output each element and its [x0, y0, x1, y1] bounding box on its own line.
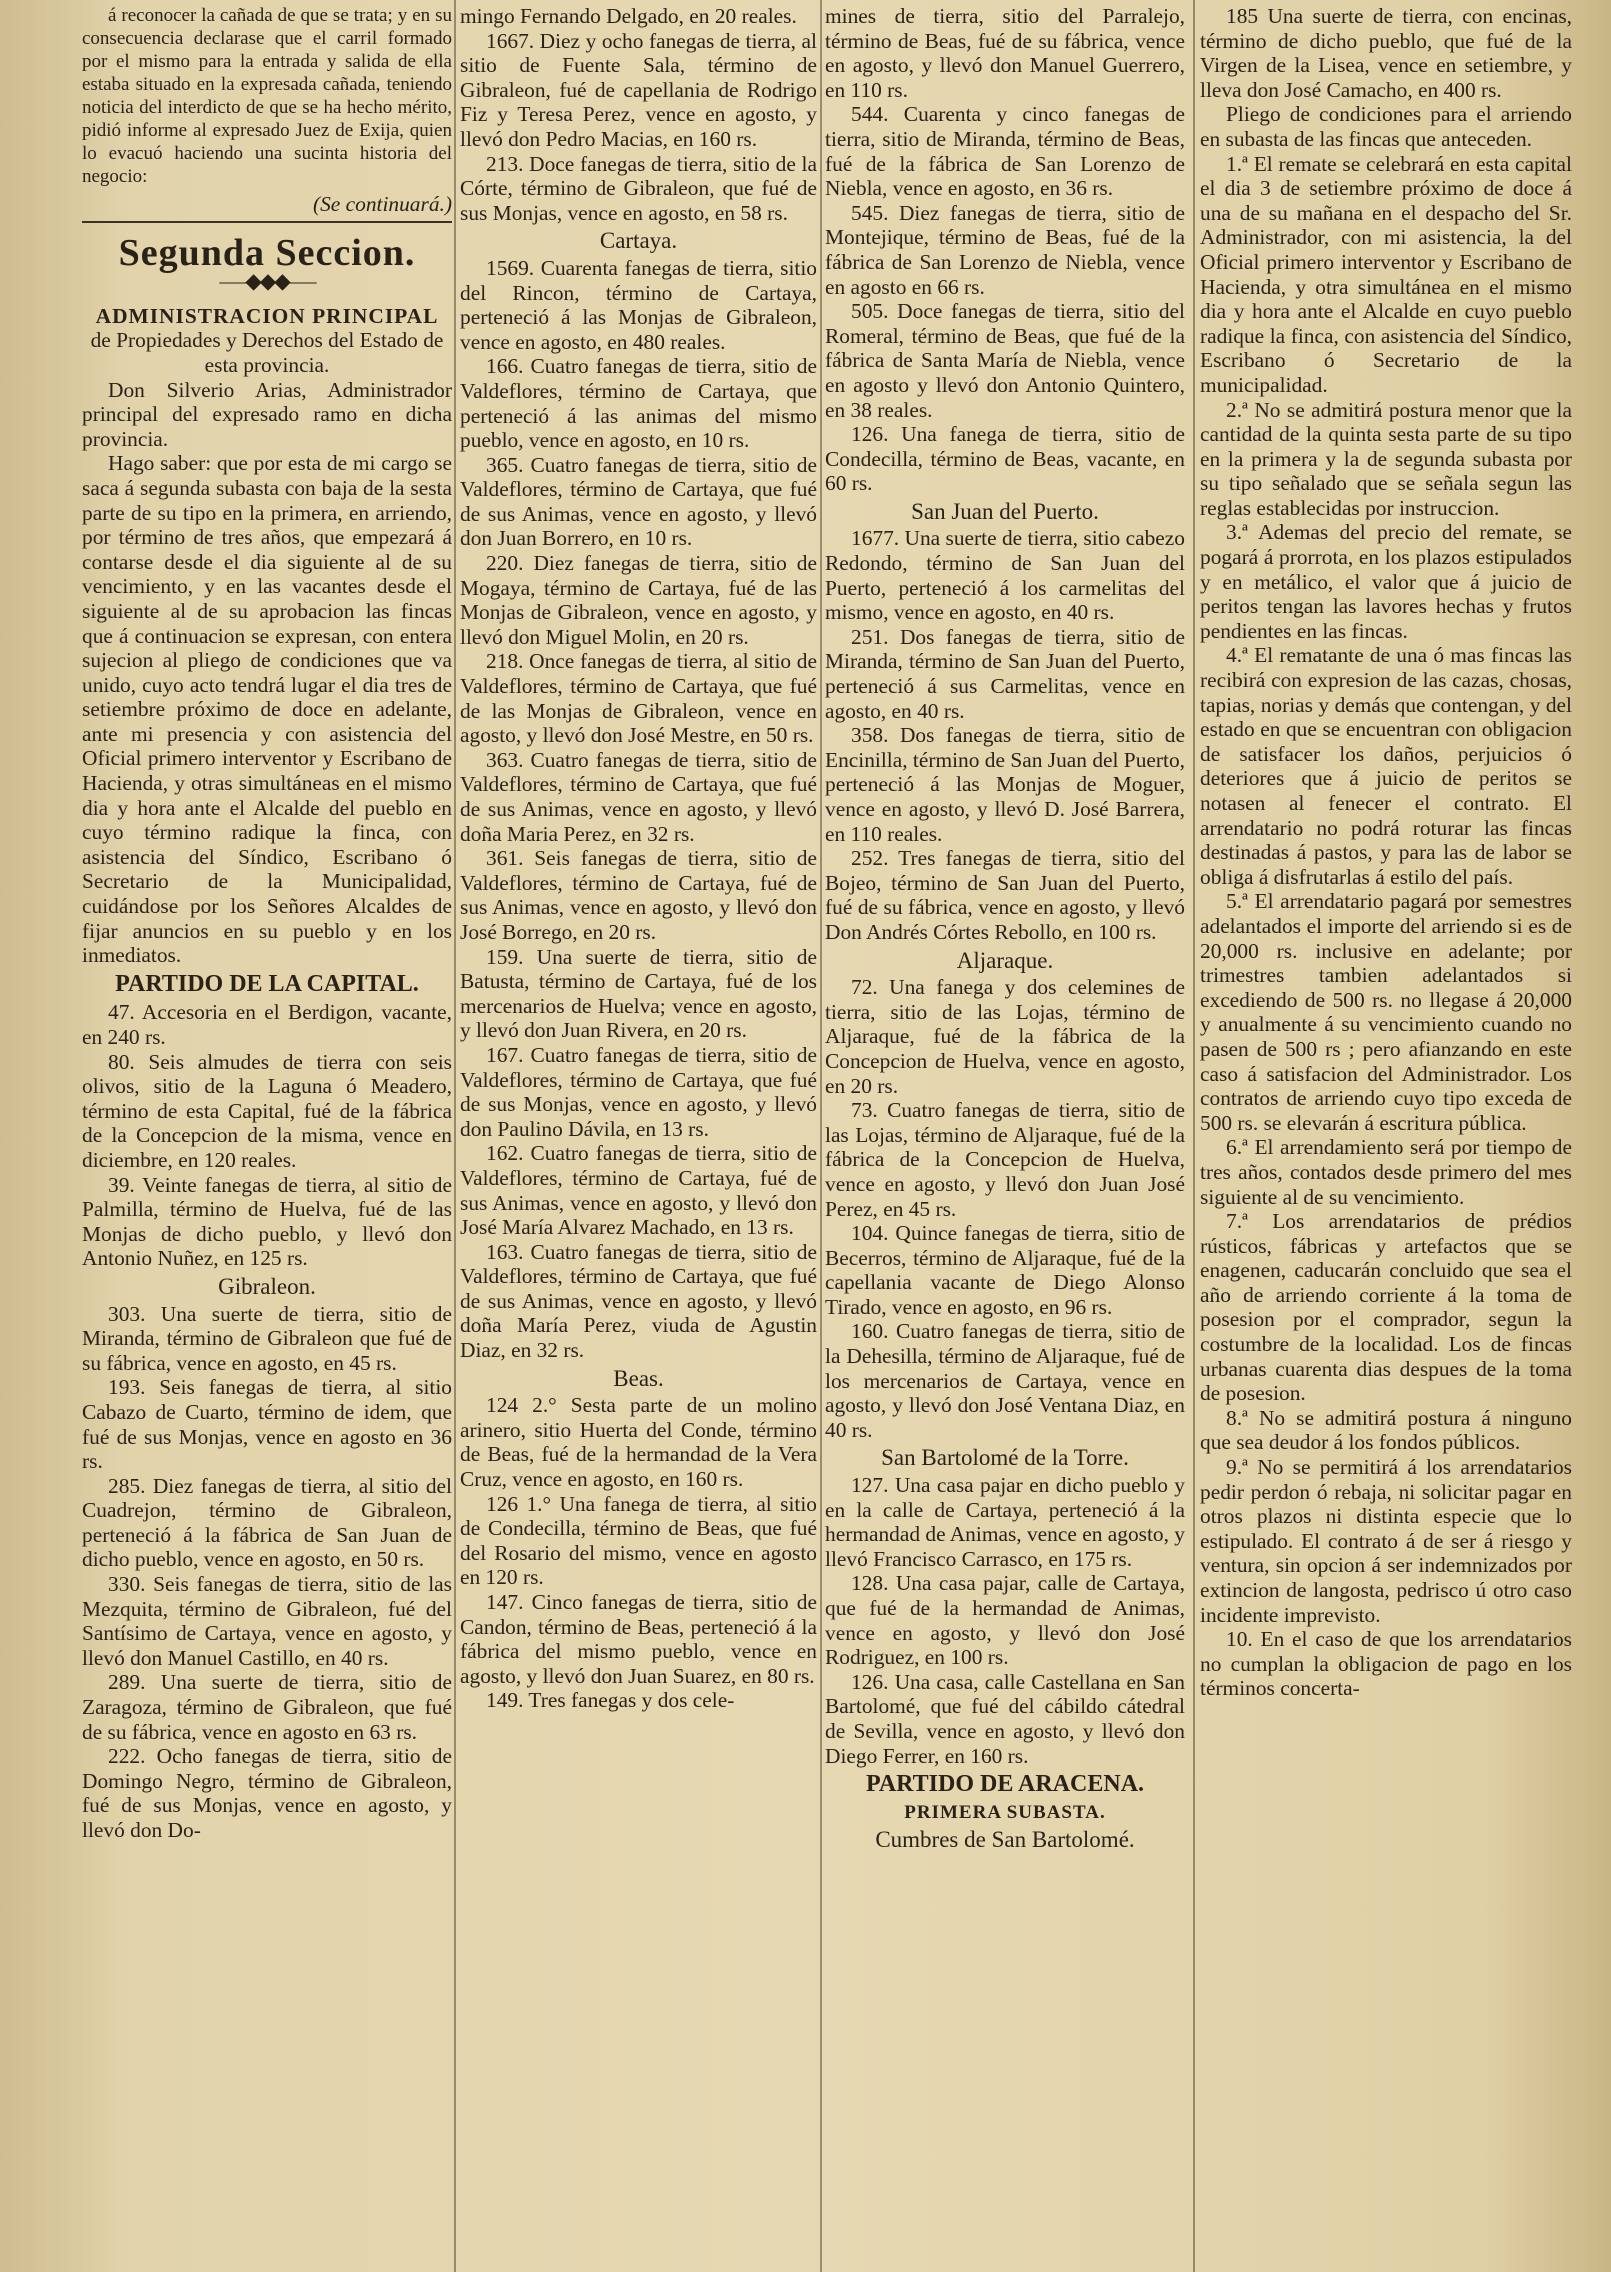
- list-item: 160. Cuatro fanegas de tierra, sitio de la Dehesilla, término de Aljaraque, fué de los mercenarios de Cartaya, vence en agosto, y llevó don José Ventana Diaz, en 40 rs.: [825, 1319, 1185, 1442]
- list-item: 330. Seis fanegas de tierra, sitio de las Mezquita, término de Gibraleon, fué del Santísimo de Cartaya, vence en agosto, y llevó don Manuel Castillo, en 40 rs.: [82, 1572, 452, 1670]
- condition-item: 3.ª Ademas del precio del remate, se pogará á prorrota, en los plazos estipulados y en metálico, el valor que á juicio de peritos tengan las lavores hechas y frutos pendientes en las fincas.: [1200, 520, 1572, 643]
- list-item: 185 Una suerte de tierra, con encinas, término de dicho pueblo, que fué de la Virgen de la Lisea, vence en setiembre, y lleva don José Camacho, en 400 rs.: [1200, 4, 1572, 102]
- list-item: 505. Doce fanegas de tierra, sitio del Romeral, término de Beas, que fué de la fábrica de Santa María de Niebla, vence en agosto y llevó don Antonio Quintero, en 38 reales.: [825, 299, 1185, 422]
- town-heading: Cumbres de San Bartolomé.: [875, 1826, 1135, 1852]
- column-4: [1200, 0, 1572, 2272]
- intro-paragraph: á reconocer la cañada de que se trata; y en su consecuencia declarase que el carril formado por el mismo para la entrada y salida de ella estaba situado en la expresada cañada, teniendo noticia del interdicto de que se ha hecho mérito, pidió informe al expresado Juez de Exija, quien lo evacuó haciendo una sucinta historia del negocio:: [82, 5, 452, 187]
- town-heading: San Juan del Puerto.: [911, 498, 1099, 524]
- condition-item: 10. En el caso de que los arrendatarios no cumplan la obligacion de pago en los términos concerta-: [1200, 1627, 1572, 1701]
- list-item: 162. Cuatro fanegas de tierra, sitio de Valdeflores, término de Cartaya, fué de sus Animas, vence en agosto, y llevó don José María Alvarez Machado, en 13 rs.: [460, 1141, 817, 1240]
- column-2: [460, 0, 817, 2272]
- partido-heading: PARTIDO DE ARACENA.: [865, 1771, 1145, 1798]
- pliego-heading: Pliego de condiciones para el arriendo en subasta de las fincas que anteceden.: [1200, 102, 1572, 151]
- column-rule: [454, 0, 456, 2272]
- list-item: 126 1.° Una fanega de tierra, al sitio de Condecilla, término de Beas, que fué del Rosario del mismo, vence en agosto en 120 rs.: [460, 1491, 817, 1590]
- list-item: 163. Cuatro fanegas de tierra, sitio de Valdeflores, término de Cartaya, que fué de sus Animas, vence en agosto, y llevó doña María Perez, viuda de Agustin Diaz, en 32 rs.: [460, 1239, 817, 1363]
- column-1: [82, 0, 452, 2272]
- list-item: 159. Una suerte de tierra, sitio de Batusta, término de Cartaya, fué de los mercenarios de Huelva; vence en agosto, y llevó don Juan Rivera, en 20 rs.: [460, 944, 817, 1043]
- list-item: 128. Una casa pajar, calle de Cartaya, que fué de la hermandad de Animas, vence en agosto, y llevó don José Rodriguez, en 100 rs.: [825, 1571, 1185, 1670]
- list-item: 222. Ocho fanegas de tierra, sitio de Domingo Negro, término de Gibraleon, fué de sus Monjas, vence en agosto, y llevó don Do-: [82, 1744, 452, 1842]
- town-heading: Gibraleon.: [218, 1273, 316, 1299]
- condition-item: 2.ª No se admitirá postura menor que la cantidad de la quinta sesta parte de su tipo en la primera y la de segunda subasta por su tipo señalado que se señala segun las reglas establecidas por instruccion.: [1200, 397, 1572, 520]
- section-title: Segunda Seccion.: [118, 231, 416, 274]
- town-heading: Cartaya.: [599, 228, 678, 254]
- list-item: 285. Diez fanegas de tierra, al sitio del Cuadrejon, término de Gibraleon, perteneció á la fábrica de San Juan de dicho pueblo, vence en agosto, en 50 rs.: [82, 1473, 452, 1572]
- list-item: 220. Diez fanegas de tierra, sitio de Mogaya, término de Cartaya, fué de las Monjas de Gibraleon, vence en agosto, y llevó don Miguel Molin, en 20 rs.: [460, 551, 817, 649]
- list-item: 124 2.° Sesta parte de un molino arinero, sitio Huerta del Conde, término de Beas, fué de la hermandad de la Vera Cruz, vence en agosto, en 160 rs.: [460, 1393, 817, 1492]
- condition-item: 5.ª El arrendatario pagará por semestres adelantados el importe del arriendo si es de 20,000 rs. inclusive en adelante; por trimestres tambien adelantados si excediendo de 500 rs. no llegase á 20,000 y anualmente á su vencimiento cuando no pasen de 500 rs ; pero afianzando en este caso á satisfacion del Administrador. Los contratos de arriendo cuyo tipo exceda de 500 rs. se elevarán á escritura pública.: [1200, 889, 1572, 1135]
- admin-subtitle: de Propiedades y Derechos del Estado de esta provincia.: [90, 328, 444, 377]
- partido-heading: PARTIDO DE LA CAPITAL.: [115, 970, 419, 997]
- notice-paragraph: Hago saber: que por esta de mi cargo se saca á segunda subasta con baja de la sesta parte de su tipo en la primera, en arriendo, por término de tres años, que empezará á contarse desde el dia siguiente al de su vencimiento, y en las vacantes desde el siguiente al de su aprobacion las fincas que á continuacion se expresan, con entera sujecion al pliego de condiciones que va unido, cuyo acto tendrá lugar el dia tres de setiembre próximo de doce en adelante, ante mi presencia y con asistencia del Oficial primero interventor y Escribano de Hacienda, y otras simultáneas en el mismo dia y hora ante el Alcalde del pueblo en cuyo término radique la finca, con asistencia del Síndico, Escribano ó Secretario de la Municipalidad, cuidándose por los Señores Alcaldes de fijar anuncios en su pueblo y en los inmediatos.: [82, 451, 452, 968]
- list-item: 193. Seis fanegas de tierra, al sitio Cabazo de Cuarto, término de idem, que fué de sus Monjas, vence en agosto en 36 rs.: [82, 1375, 452, 1474]
- continued-note: (Se continuará.): [312, 192, 452, 216]
- list-item: 166. Cuatro fanegas de tierra, sitio de Valdeflores, término de Cartaya, que perteneció á las animas del mismo pueblo, vence en agosto, en 10 rs.: [460, 354, 817, 453]
- list-item: 252. Tres fanegas de tierra, sitio del Bojeo, término de San Juan del Puerto, fué de su fábrica, vence en agosto, y llevó Don Andrés Córtes Rebollo, en 100 rs.: [825, 846, 1185, 944]
- town-heading: Beas.: [613, 1365, 664, 1391]
- condition-item: 1.ª El remate se celebrará en esta capital el dia 3 de setiembre próximo de doce á una de su mañana en el despacho del Sr. Administrador, con mi asistencia, la del Oficial primero interventor y Escribano de Hacienda, y otra simultánea en el mismo dia y hora ante el Alcalde en cuyo pueblo radique la finca, con asistencia del Síndico, Escribano ó Secretario de la municipalidad.: [1200, 151, 1572, 397]
- condition-item: 4.ª El rematante de una ó mas fincas las recibirá con expresion de las cazas, chosas, tapias, norias y demás que contengan, y del estado en que se encuentran con obligacion de satisfacer los daños, perjuicios ó deteriores que á juicio de peritos se notasen al fenecer el contrato. El arrendatario no podrá roturar las fincas destinadas á pastos, y para las de labor se obliga á disfrutarlas á estilo del país.: [1200, 643, 1572, 889]
- admin-title: ADMINISTRACION PRINCIPAL: [95, 303, 439, 328]
- list-item: 126. Una fanega de tierra, sitio de Condecilla, término de Beas, vacante, en 60 rs.: [825, 422, 1185, 496]
- list-item: 251. Dos fanegas de tierra, sitio de Miranda, término de San Juan del Puerto, perteneció á sus Carmelitas, vence en agosto, en 40 rs.: [825, 624, 1185, 723]
- section-divider: [82, 221, 452, 223]
- list-item: 361. Seis fanegas de tierra, sitio de Valdeflores, término de Cartaya, fué de sus Animas, vence en agosto, y llevó don José Borrego, en 20 rs.: [460, 846, 817, 944]
- subasta-heading: PRIMERA SUBASTA.: [904, 1801, 1106, 1823]
- list-item: 47. Accesoria en el Berdigon, vacante, en 240 rs.: [82, 1000, 452, 1049]
- list-item: 1569. Cuarenta fanegas de tierra, sitio del Rincon, término de Cartaya, perteneció á las Monjas de Gibraleon, vence en agosto, en 480 reales.: [460, 255, 817, 354]
- list-item: mines de tierra, sitio del Parralejo, término de Beas, fué de su fábrica, vence en agosto, y llevó don Manuel Guerrero, en 110 rs.: [825, 4, 1185, 102]
- town-heading: Aljaraque.: [956, 947, 1054, 973]
- list-item: 218. Once fanegas de tierra, al sitio de Valdeflores, término de Cartaya, que fué de las Monjas de Gibraleon, vence en agosto, y llevó don José Mestre, en 50 rs.: [460, 649, 817, 748]
- column-3: [825, 0, 1185, 2272]
- list-item: 126. Una casa, calle Castellana en San Bartolomé, que fué del cábildo cátedral de Sevilla, vence en agosto, y llevó don Diego Ferrer, en 160 rs.: [825, 1669, 1185, 1768]
- list-item: 545. Diez fanegas de tierra, sitio de Montejique, término de Beas, fué de la fábrica de San Lorenzo de Niebla, vence en agosto en 66 rs.: [825, 200, 1185, 299]
- list-item: 149. Tres fanegas y dos cele-: [486, 1688, 735, 1713]
- list-item: 167. Cuatro fanegas de tierra, sitio de Valdeflores, término de Cartaya, que fué de sus Monjas, vence en agosto, y llevó don Paulino Dávila, en 13 rs.: [460, 1042, 817, 1141]
- list-item: 127. Una casa pajar en dicho pueblo y en la calle de Cartaya, perteneció á la hermandad de Animas, vence en agosto, y llevó Francisco Carrasco, en 175 rs.: [825, 1473, 1185, 1571]
- condition-item: 6.ª El arrendamiento será por tiempo de tres años, contados desde primero del mes siguiente al de su vencimiento.: [1200, 1135, 1572, 1209]
- list-item: 72. Una fanega y dos celemines de tierra, sitio de las Lojas, término de Aljaraque, fué de la fábrica de la Concepcion de Huelva, vence en agosto, en 20 rs.: [825, 975, 1185, 1098]
- list-item: 104. Quince fanegas de tierra, sitio de Becerros, término de Aljaraque, fué de la capellania vacante de Diego Alonso Tirado, vence en agosto, en 96 rs.: [825, 1221, 1185, 1319]
- admin-name: Don Silverio Arias, Administrador principal del expresado ramo en dicha provincia.: [82, 377, 452, 451]
- condition-item: 9.ª No se permitirá á los arrendatarios pedir perdon ó rebaja, ni solicitar pagar en otros plazos ni distinta especie que lo estipulado. El contrato á de ser á riesgo y ventura, sin opcion á ser indemnizados por extincion de langosta, pedrisco ú otro caso incidente imprevisto.: [1200, 1455, 1572, 1627]
- list-item: 358. Dos fanegas de tierra, sitio de Encinilla, término de San Juan del Puerto, perteneció á las Monjas de Moguer, vence en agosto, y llevó D. José Barrera, en 110 reales.: [825, 723, 1185, 846]
- list-item: 39. Veinte fanegas de tierra, al sitio de Palmilla, término de Huelva, fué de las Monjas de dicho pueblo, y llevó don Antonio Nuñez, en 125 rs.: [82, 1172, 452, 1271]
- list-item: 303. Una suerte de tierra, sitio de Miranda, término de Gibraleon que fué de su fábrica, vence en agosto, en 45 rs.: [82, 1301, 452, 1375]
- ornament-divider: ⎯⎯⎯◆◆◆⎯⎯⎯: [219, 269, 315, 294]
- list-item: 365. Cuatro fanegas de tierra, sitio de Valdeflores, término de Cartaya, que fué de sus Animas, vence en agosto, y llevó don Juan Borrero, en 10 rs.: [460, 452, 817, 551]
- list-item: 213. Doce fanegas de tierra, sitio de la Córte, término de Gibraleon, que fué de sus Monjas, vence en agosto, en 58 rs.: [460, 151, 817, 225]
- list-item: 289. Una suerte de tierra, sitio de Zaragoza, término de Gibraleon, que fué de su fábrica, vence en agosto en 63 rs.: [82, 1670, 452, 1744]
- condition-item: 8.ª No se admitirá postura á ninguno que sea deudor á los fondos públicos.: [1200, 1405, 1572, 1455]
- list-item: 1667. Diez y ocho fanegas de tierra, al sitio de Fuente Sala, término de Gibraleon, fué de capellania de Rodrigo Fiz y Teresa Perez, vence en agosto, y llevó don Pedro Macias, en 160 rs.: [460, 28, 817, 151]
- list-item: 147. Cinco fanegas de tierra, sitio de Candon, término de Beas, perteneció á la fábrica del mismo pueblo, vence en agosto, y llevó don Juan Suarez, en 80 rs.: [460, 1590, 817, 1688]
- list-item: 80. Seis almudes de tierra con seis olivos, sitio de la Laguna ó Meadero, término de esta Capital, fué de la fábrica de la Concepcion de la misma, vence en diciembre, en 120 reales.: [82, 1049, 452, 1172]
- column-rule: [820, 0, 822, 2272]
- list-item: 73. Cuatro fanegas de tierra, sitio de las Lojas, término de Aljaraque, fué de la fábrica de la Concepcion de Huelva, vence en agosto, y llevó don Juan José Perez, en 45 rs.: [825, 1098, 1185, 1221]
- list-item: 544. Cuarenta y cinco fanegas de tierra, sitio de Miranda, término de Beas, fué de la fábrica de San Lorenzo de Niebla, vence en agosto, en 36 rs.: [825, 102, 1185, 201]
- list-item: 363. Cuatro fanegas de tierra, sitio de Valdeflores, término de Cartaya, que fué de sus Animas, vence en agosto, y llevó doña Maria Perez, en 32 rs.: [460, 747, 817, 846]
- list-item: mingo Fernando Delgado, en 20 reales.: [460, 4, 797, 28]
- column-rule: [1193, 0, 1195, 2272]
- town-heading: San Bartolomé de la Torre.: [881, 1445, 1129, 1471]
- list-item: 1677. Una suerte de tierra, sitio cabezo Redondo, término de San Juan del Puerto, perteneció á los carmelitas del mismo, vence en agosto, en 40 rs.: [825, 526, 1185, 625]
- condition-item: 7.ª Los arrendatarios de prédios rústicos, fábricas y artefactos que se enagenen, caducarán concluido que sea el año de arriendo corriente á la toma de posesion por el comprador, segun la costumbre de la localidad. Los de fincas urbanas cuarenta dias despues de la toma de posesion.: [1200, 1209, 1572, 1406]
